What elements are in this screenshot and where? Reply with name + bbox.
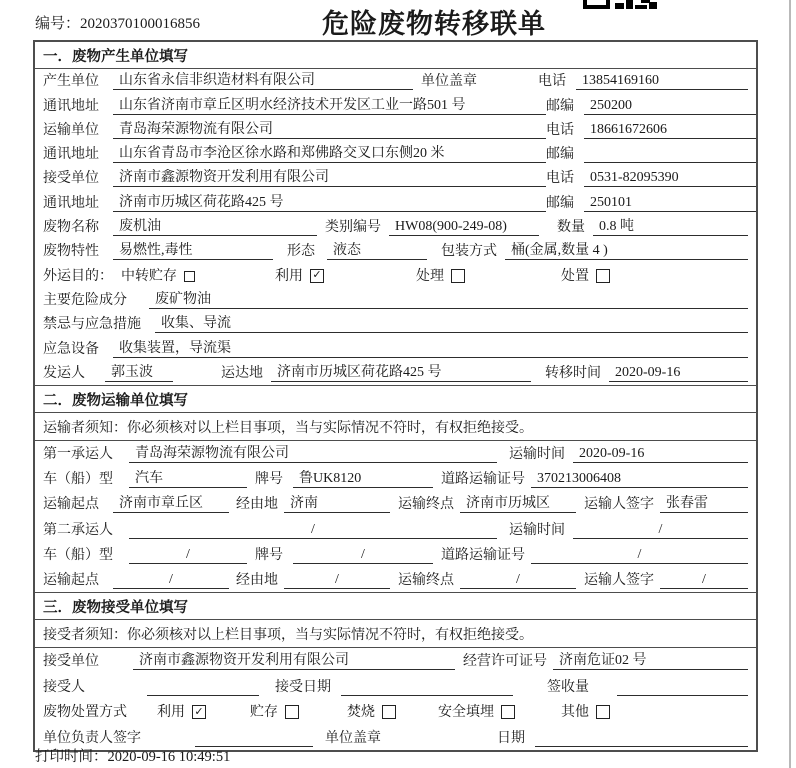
carrier2-origin-value: / xyxy=(113,571,229,589)
page-edge-line xyxy=(789,0,791,768)
purpose-treat-label: 处理 xyxy=(416,268,444,284)
waste-name-label: 废物名称 xyxy=(43,220,99,236)
waste-name-row xyxy=(35,215,756,239)
transport-phone-value: 18661672606 xyxy=(584,121,756,139)
waste-form-label: 形态 xyxy=(287,244,315,260)
hazard-row xyxy=(35,288,756,312)
disposal-reuse-mark: ✓ xyxy=(194,705,204,718)
sign-date-value xyxy=(535,730,748,747)
transport-address-value: 山东省青岛市李沧区徐水路和郑佛路交叉口东侧20 米 xyxy=(113,145,546,163)
received-qty-value xyxy=(617,679,748,696)
shipper-row xyxy=(35,361,756,385)
producer-address-value: 山东省济南市章丘区明水经济技术开发区工业一路501 号 xyxy=(113,97,546,115)
destination-label: 运达地 xyxy=(221,365,263,381)
waste-traits-value: 易燃性,毒性 xyxy=(113,242,273,260)
carrier2-vehicle-label: 车（船）型 xyxy=(43,547,113,563)
unit-seal2-label: 单位盖章 xyxy=(325,730,381,746)
carrier1-label: 第一承运人 xyxy=(43,447,113,463)
serial-number: 2020370100016856 xyxy=(80,16,201,32)
disposal-store-label: 贮存 xyxy=(250,705,278,721)
print-time-line xyxy=(35,745,230,766)
form-title: 危险废物转移联单 xyxy=(322,9,546,39)
license-label: 经营许可证号 xyxy=(463,654,547,670)
carrier1-vehicle-row xyxy=(35,466,756,491)
producer-phone-value: 13854169160 xyxy=(576,72,748,90)
transport-unit-row xyxy=(35,118,756,142)
sign-date-label: 日期 xyxy=(497,730,525,746)
carrier1-vehicle-value: 汽车 xyxy=(129,470,247,488)
carrier1-row xyxy=(35,441,756,466)
carrier2-via-label: 经由地 xyxy=(236,572,278,588)
accepting-unit-label: 接受单位 xyxy=(43,654,99,670)
carrier1-route-row xyxy=(35,491,756,516)
waste-qty-value: 0.8 吨 xyxy=(593,218,748,236)
qr-code-icon xyxy=(583,0,657,9)
producer-zip-value: 250200 xyxy=(584,97,756,115)
acceptor-value xyxy=(147,679,259,696)
manifest-form xyxy=(33,40,758,752)
receiver-notice xyxy=(35,620,756,648)
carrier2-plate-label: 牌号 xyxy=(255,547,283,563)
carrier2-cert-value: / xyxy=(531,546,748,564)
carrier2-via-value: / xyxy=(284,571,390,589)
disposal-method-row xyxy=(35,699,756,725)
receiver-address-row xyxy=(35,190,756,214)
carrier1-via-value: 济南 xyxy=(284,495,390,513)
carrier1-plate-value: 鲁UK8120 xyxy=(293,470,433,488)
disposal-landfill-checkbox xyxy=(501,705,515,719)
transport-phone-label: 电话 xyxy=(546,122,574,138)
equipment-label: 应急设备 xyxy=(43,341,99,357)
transfer-time-value: 2020-09-16 xyxy=(609,364,748,382)
carrier1-vehicle-label: 车（船）型 xyxy=(43,472,113,488)
packing-value: 桶(金属,数量 4 ) xyxy=(505,242,748,260)
measures-value: 收集、导流 xyxy=(155,315,748,333)
carrier1-value: 青岛海荣源物流有限公司 xyxy=(129,445,497,463)
license-value: 济南危证02 号 xyxy=(553,652,748,670)
producer-unit-row xyxy=(35,69,756,93)
carrier2-sign-label: 运输人签字 xyxy=(584,572,654,588)
responsible-sign-label: 单位负责人签字 xyxy=(43,730,141,746)
disposal-store-checkbox xyxy=(285,705,299,719)
transporter-notice-label: 运输者须知： xyxy=(43,420,127,436)
disposal-method-label: 废物处置方式 xyxy=(43,705,127,721)
purpose-dispose-label: 处置 xyxy=(561,268,589,284)
receiver-unit-row xyxy=(35,166,756,190)
accepting-unit-value: 济南市鑫源物资开发利用有限公司 xyxy=(133,652,455,670)
carrier2-end-value: / xyxy=(460,571,576,589)
equipment-value: 收集装置，导流渠 xyxy=(113,340,748,358)
producer-phone-label: 电话 xyxy=(538,74,566,90)
purpose-reuse-label: 利用 xyxy=(275,268,303,284)
acceptor-row xyxy=(35,673,756,699)
disposal-reuse-label: 利用 xyxy=(157,705,185,721)
receiver-zip-value: 250101 xyxy=(584,194,756,212)
accepting-unit-row xyxy=(35,648,756,674)
receiver-phone-label: 电话 xyxy=(546,171,574,187)
transport-address-row xyxy=(35,142,756,166)
producer-unit-value: 山东省永信非织造材料有限公司 xyxy=(113,72,413,90)
equipment-row xyxy=(35,336,756,360)
carrier2-cert-label: 道路运输证号 xyxy=(441,547,525,563)
print-time-label: 打印时间： xyxy=(35,749,108,765)
accept-date-value xyxy=(341,679,513,696)
carrier2-value: / xyxy=(129,521,497,539)
disposal-other-label: 其他 xyxy=(561,705,589,721)
producer-unit-label: 产生单位 xyxy=(43,74,99,90)
carrier1-origin-value: 济南市章丘区 xyxy=(113,495,229,513)
serial-number-line xyxy=(35,12,200,33)
section-3-title: 三．废物接受单位填写 xyxy=(35,592,756,620)
carrier2-plate-value: / xyxy=(293,546,433,564)
measures-label: 禁忌与应急措施 xyxy=(43,317,141,333)
transport-zip-label: 邮编 xyxy=(546,147,574,163)
carrier1-plate-label: 牌号 xyxy=(255,472,283,488)
waste-name-value: 废机油 xyxy=(113,218,317,236)
disposal-other-checkbox xyxy=(596,705,610,719)
receiver-unit-label: 接受单位 xyxy=(43,171,99,187)
serial-label: 编号： xyxy=(35,16,81,32)
waste-traits-row xyxy=(35,239,756,263)
print-time-value: 2020-09-16 10:49:51 xyxy=(107,749,231,765)
purpose-reuse-mark: ✓ xyxy=(312,269,322,282)
purpose-transfer-checkbox xyxy=(184,271,195,282)
waste-category-value: HW08(900-249-08) xyxy=(389,218,539,236)
carrier1-sign-label: 运输人签字 xyxy=(584,497,654,513)
transport-unit-value: 青岛海荣源物流有限公司 xyxy=(113,121,546,139)
transporter-notice xyxy=(35,413,756,441)
disposal-burn-label: 焚烧 xyxy=(347,705,375,721)
waste-category-label: 类别编号 xyxy=(325,220,381,236)
unit-seal-label: 单位盖章 xyxy=(421,74,477,90)
receiver-zip-label: 邮编 xyxy=(546,195,574,211)
transfer-time-label: 转移时间 xyxy=(545,365,601,381)
disposal-burn-checkbox xyxy=(382,705,396,719)
purpose-transfer-label: 中转贮存 xyxy=(121,268,177,284)
carrier1-cert-label: 道路运输证号 xyxy=(441,472,525,488)
purpose-label: 外运目的： xyxy=(43,268,113,284)
receiver-phone-value: 0531-82095390 xyxy=(584,169,756,187)
producer-address-row xyxy=(35,93,756,117)
acceptor-label: 接受人 xyxy=(43,679,85,695)
hazard-value: 废矿物油 xyxy=(149,291,748,309)
waste-qty-label: 数量 xyxy=(557,220,585,236)
carrier2-vehicle-row xyxy=(35,542,756,567)
carrier2-end-label: 运输终点 xyxy=(398,572,454,588)
purpose-row xyxy=(35,263,756,287)
carrier1-via-label: 经由地 xyxy=(236,497,278,513)
carrier2-route-row xyxy=(35,567,756,592)
carrier2-time-value: / xyxy=(573,521,748,539)
carrier1-end-label: 运输终点 xyxy=(398,497,454,513)
packing-label: 包装方式 xyxy=(441,244,497,260)
section-2-title: 二．废物运输单位填写 xyxy=(35,385,756,413)
transport-unit-label: 运输单位 xyxy=(43,122,99,138)
carrier1-sign-value: 张春雷 xyxy=(660,495,748,513)
transport-zip-value xyxy=(584,146,756,163)
purpose-treat-checkbox xyxy=(451,269,465,283)
purpose-reuse-checkbox xyxy=(310,269,324,283)
producer-zip-label: 邮编 xyxy=(546,98,574,114)
carrier1-origin-label: 运输起点 xyxy=(43,497,99,513)
measures-row xyxy=(35,312,756,336)
carrier2-row xyxy=(35,516,756,541)
carrier2-origin-label: 运输起点 xyxy=(43,572,99,588)
section-1-title: 一．废物产生单位填写 xyxy=(35,42,756,69)
waste-traits-label: 废物特性 xyxy=(43,244,99,260)
producer-address-label: 通讯地址 xyxy=(43,98,99,114)
destination-value: 济南市历城区荷花路425 号 xyxy=(271,364,531,382)
accept-date-label: 接受日期 xyxy=(275,679,331,695)
disposal-landfill-label: 安全填埋 xyxy=(438,705,494,721)
shipper-value: 郭玉波 xyxy=(105,364,173,382)
transport-address-label: 通讯地址 xyxy=(43,147,99,163)
carrier2-label: 第二承运人 xyxy=(43,522,113,538)
shipper-label: 发运人 xyxy=(43,365,85,381)
carrier2-sign-value: / xyxy=(660,571,748,589)
disposal-reuse-checkbox xyxy=(192,705,206,719)
receiver-notice-text: 你必须核对以上栏目事项，当与实际情况不符时，有权拒绝接受。 xyxy=(127,627,533,643)
hazard-label: 主要危险成分 xyxy=(43,292,127,308)
transporter-notice-text: 你必须核对以上栏目事项，当与实际情况不符时，有权拒绝接受。 xyxy=(127,420,533,436)
carrier1-end-value: 济南市历城区 xyxy=(460,495,576,513)
receiver-address-label: 通讯地址 xyxy=(43,195,99,211)
receiver-address-value: 济南市历城区荷花路425 号 xyxy=(113,194,546,212)
carrier1-time-value: 2020-09-16 xyxy=(573,445,748,463)
carrier1-time-label: 运输时间 xyxy=(509,447,565,463)
carrier2-time-label: 运输时间 xyxy=(509,522,565,538)
carrier2-vehicle-value: / xyxy=(129,546,247,564)
receiver-notice-label: 接受者须知： xyxy=(43,627,127,643)
carrier1-cert-value: 370213006408 xyxy=(531,470,748,488)
receiver-unit-value: 济南市鑫源物资开发利用有限公司 xyxy=(113,169,546,187)
purpose-dispose-checkbox xyxy=(596,269,610,283)
waste-form-value: 液态 xyxy=(327,242,427,260)
received-qty-label: 签收量 xyxy=(547,679,589,695)
